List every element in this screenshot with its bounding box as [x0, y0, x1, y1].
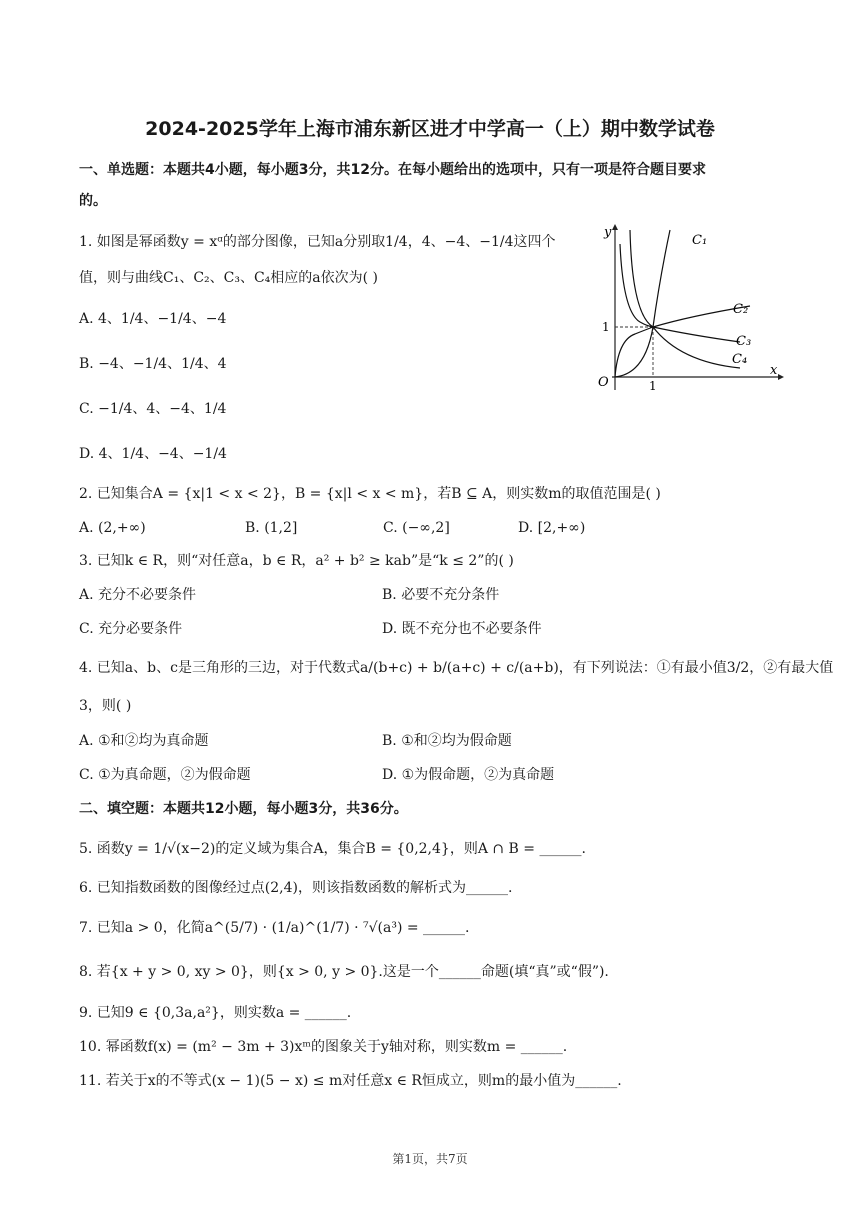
- x-axis-label: x: [770, 363, 778, 378]
- y-axis-label: y: [604, 225, 612, 240]
- q11-text: 11. 若关于x的不等式(x − 1)(5 − x) ≤ m对任意x ∈ R恒成立，则m的最小值为______.: [79, 1073, 622, 1089]
- q10-text: 10. 幂函数f(x) = (m² − 3m + 3)xᵐ的图象关于y轴对称，则实数m = ______.: [79, 1039, 568, 1055]
- q7-text: 7. 已知a > 0，化简a^(5/7) · (1/a)^(1/7) · ⁷√(a³) = ______.: [79, 920, 470, 936]
- section1-header-line2: 的。: [79, 193, 107, 209]
- curve-c4: [630, 230, 740, 368]
- q4-option-d: D. ①为假命题，②为真命题: [382, 767, 555, 783]
- origin-label: O: [598, 375, 609, 390]
- curve-c1-label: C₁: [692, 233, 708, 248]
- q1-text-line2: 值，则与曲线C₁、C₂、C₃、C₄相应的a依次为( ): [79, 270, 379, 286]
- q2-option-d: D. [2,+∞): [518, 520, 586, 536]
- section2-header: 二、填空题：本题共12小题，每小题3分，共36分。: [79, 801, 408, 817]
- q4-text-line2: 3，则( ): [79, 698, 132, 714]
- q2-text: 2. 已知集合A = {x|1 < x < 2}，B = {x|l < x < m}，若B ⊆ A，则实数m的取值范围是( ): [79, 486, 661, 502]
- q1-option-b: B. −4、−1/4、1/4、4: [79, 356, 227, 372]
- q1-option-c: C. −1/4、4、−4、1/4: [79, 401, 227, 417]
- q5-text: 5. 函数y = 1/√(x−2)的定义域为集合A，集合B = {0,2,4}，则A ∩ B = ______.: [79, 841, 586, 857]
- q1-option-a: A. 4、1/4、−1/4、−4: [79, 311, 227, 327]
- q4-text-line1: 4. 已知a、b、c是三角形的三边，对于代数式a/(b+c) + b/(a+c) + c/(a+b)，有下列说法：①有最小值3/2，②有最大值: [79, 660, 834, 676]
- q3-option-b: B. 必要不充分条件: [382, 587, 500, 603]
- q3-option-d: D. 既不充分也不必要条件: [382, 621, 542, 637]
- q3-text: 3. 已知k ∈ R，则“对任意a，b ∈ R，a² + b² ≥ kab”是“k ≤ 2”的( ): [79, 553, 514, 569]
- curve-c3-label: C₃: [736, 334, 752, 349]
- curve-c1: [615, 230, 670, 377]
- x-tick-label: 1: [649, 379, 657, 392]
- page-footer: 第1页，共7页: [392, 1152, 468, 1166]
- y-axis-arrow-icon: [612, 224, 618, 230]
- section1-header-line1: 一、单选题：本题共4小题，每小题3分，共12分。在每小题给出的选项中，只有一项是符合题目要求: [79, 162, 706, 178]
- power-function-graph: [590, 222, 785, 392]
- q1-text-line1: 1. 如图是幂函数y = xᵅ的部分图像，已知a分别取1/4，4、−4、−1/4这四个: [79, 234, 556, 250]
- q4-option-b: B. ①和②均为假命题: [382, 733, 512, 749]
- y-tick-label: 1: [602, 320, 610, 334]
- q2-option-a: A. (2,+∞): [79, 520, 146, 536]
- q2-option-b: B. (1,2]: [245, 520, 298, 536]
- curve-c2-label: C₂: [733, 302, 749, 317]
- q4-option-a: A. ①和②均为真命题: [79, 733, 209, 749]
- q6-text: 6. 已知指数函数的图像经过点(2,4)，则该指数函数的解析式为______.: [79, 880, 513, 896]
- curve-c4-label: C₄: [732, 352, 748, 367]
- q2-option-c: C. (−∞,2]: [383, 520, 450, 536]
- q4-option-c: C. ①为真命题，②为假命题: [79, 767, 251, 783]
- q1-option-d: D. 4、1/4、−4、−1/4: [79, 446, 227, 462]
- q3-option-a: A. 充分不必要条件: [79, 587, 197, 603]
- x-axis-arrow-icon: [778, 374, 784, 380]
- q3-option-c: C. 充分必要条件: [79, 621, 183, 637]
- q9-text: 9. 已知9 ∈ {0,3a,a²}，则实数a = ______.: [79, 1005, 352, 1021]
- q8-text: 8. 若{x + y > 0, xy > 0}，则{x > 0, y > 0}.这是一个______命题(填“真”或“假”).: [79, 964, 609, 980]
- page-title: 2024-2025学年上海市浦东新区进才中学高一（上）期中数学试卷: [145, 118, 715, 140]
